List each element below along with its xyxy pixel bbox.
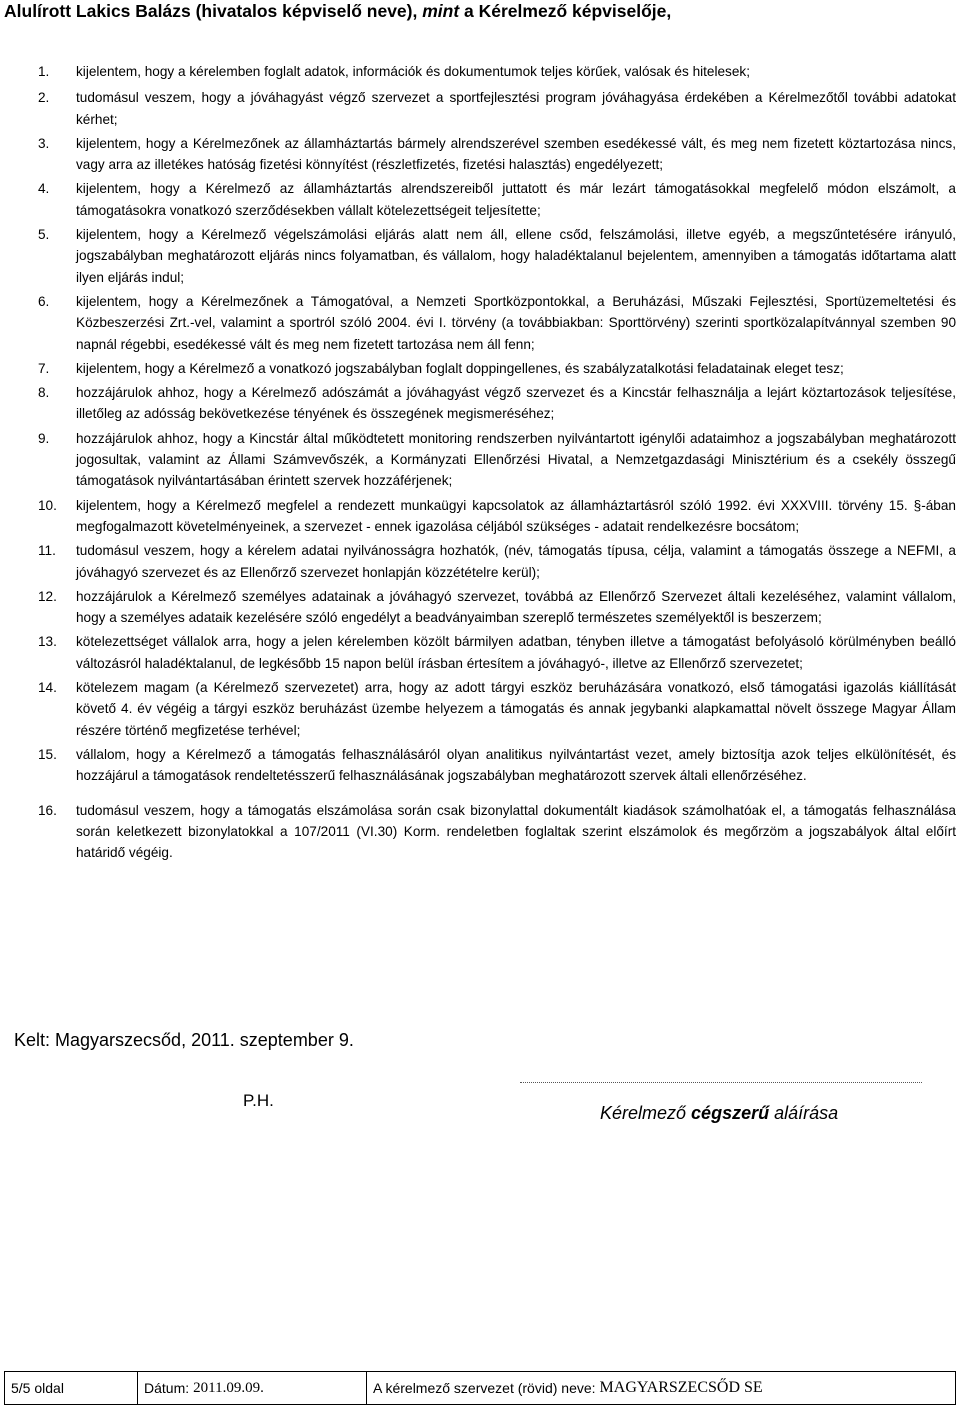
heading-suffix: a Kérelmező képviselője,: [459, 1, 672, 21]
item-text: kijelentem, hogy a Kérelmezőnek az államháztartás bármely alrendszerével szemben esedékessé vált, és meg nem fizetett köztartozása nincs, vagy arra az illetékes hatóság fizetési könnyítést (részletfizetés, fizetési halasztás) engedélyezett;: [76, 135, 956, 173]
declaration-item: [0, 495, 960, 538]
stamp-placeholder: P.H.: [243, 1091, 274, 1110]
declaration-item: [0, 540, 960, 583]
item-number: 11.: [38, 543, 56, 559]
signature-caption-after: aláírása: [769, 1103, 839, 1123]
item-number: 10.: [38, 497, 57, 513]
declaration-item: [0, 586, 960, 629]
signature-line: [520, 1082, 922, 1083]
declaration-item: [0, 291, 960, 355]
item-number: 3.: [38, 135, 50, 151]
declaration-item: [0, 87, 960, 130]
declaration-item: [0, 428, 960, 492]
item-text: tudomásul veszem, hogy a jóváhagyást végző szervezet a sportfejlesztési program jóváhagyása érdekében a Kérelmezőtől további adatokat kérhet;: [76, 90, 956, 127]
item-number: 14.: [38, 680, 57, 696]
item-number: 7.: [38, 360, 50, 376]
item-number: 15.: [38, 746, 57, 762]
footer-date-label: Dátum:: [144, 1380, 190, 1396]
declaration-item: [0, 178, 960, 221]
footer-organization-value: MAGYARSZECSŐD SE: [599, 1379, 763, 1396]
declaration-item: [0, 133, 960, 176]
footer-bar: [4, 1371, 956, 1405]
declaration-item: [0, 382, 960, 425]
item-number: 8.: [38, 385, 50, 401]
signature-caption-bold: cégszerű: [691, 1103, 770, 1123]
item-text: hozzájárulok a Kérelmező személyes adatainak a jóváhagyó szervezet, továbbá az Ellenőrző Szervezet általi kezeléséhez, valamint vállalom, hogy a személyes adataik kezelésére szóló engedélyt a beadványaimban szereplő természetes személyektől is beszerzem;: [76, 588, 956, 626]
item-number: 1.: [38, 64, 50, 79]
declaration-item: [0, 800, 960, 864]
place-date-line: Kelt: Magyarszecsőd, 2011. szeptember 9.: [14, 1030, 354, 1050]
declaration-heading: [4, 0, 956, 22]
item-number: 9.: [38, 430, 50, 446]
item-number: 6.: [38, 293, 50, 309]
item-text: vállalom, hogy a Kérelmező a támogatás felhasználásáról olyan analitikus nyilvántartást vezet, amely biztosítja azok teljes elkülönítését, és hozzájárul a támogatások rendeltetésszerű felhasználásának jogszabályban meghatározott szervek általi ellenőrzéséhez.: [76, 746, 956, 784]
item-text: tudomásul veszem, hogy a kérelem adatai nyilvánosságra hozhatók, (név, támogatás típusa, célja, valamint a támogatás összege a NEFMI, a jóváhagyó szervezet és az Ellenőrző szervezet honlapján közzétételre kerül);: [76, 543, 956, 580]
item-number: 5.: [38, 227, 50, 243]
item-number: 13.: [38, 634, 57, 650]
item-text: kijelentem, hogy a Kérelmező a vonatkozó jogszabályban foglalt doppingellenes, és szabályzatalkotási feladatainak eleget tesz;: [76, 360, 844, 376]
heading-mint: mint: [422, 1, 460, 21]
item-number: 4.: [38, 181, 50, 197]
item-text: kijelentem, hogy a kérelemben foglalt adatok, információk és dokumentumok teljes körűek, valósak és hitelesek;: [76, 64, 750, 79]
item-text: kijelentem, hogy a Kérelmezőnek a Támogatóval, a Nemzeti Sportközpontokkal, a Beruházási, Műszaki Fejlesztési, Sportüzemeltetési és Közbeszerzési Zrt.-vel, valamint a sportról szóló 2004. évi I. törvény (a továbbiakban: Sporttörvény) szerinti sportközalapítvánnyal szemben 90 napnál régebbi, esedékessé vált és meg nem fizetett tartozása nem áll fenn;: [76, 293, 956, 352]
declaration-item: [0, 744, 960, 787]
item-number: 12.: [38, 588, 57, 604]
footer-page-number: [5, 1372, 138, 1404]
footer-date: [138, 1372, 367, 1404]
item-number: 16.: [38, 802, 57, 818]
heading-prefix: Alulírott Lakics Balázs (hivatalos képviselő neve),: [4, 1, 423, 21]
signature-caption: [600, 1101, 838, 1125]
item-text: tudomásul veszem, hogy a támogatás elszámolása során csak bizonylattal dokumentált kiadások számolhatóak el, a támogatás felhasználása során keletkezett bizonylatokkal a 107/2011 (VI.30) Korm. rendeletben foglaltak szerint elszámolok és megőrzöm a jogszabályok által előírt határidő végéig.: [76, 802, 956, 861]
page-number-text: 5/5 oldal: [11, 1380, 64, 1396]
item-text: kijelentem, hogy a Kérelmező végelszámolási eljárás alatt nem áll, ellene csőd, felszámolási, illetve egyéb, a megszűntetésére irányuló, jogszabályban meghatározott eljárás nincs folyamatban, és vállalom, hogy haladéktalanul bejelentem, amennyiben a támogatás időtartama alatt ilyen eljárás indul;: [76, 227, 956, 285]
declaration-item: [0, 358, 960, 379]
item-text: kijelentem, hogy a Kérelmező az államháztartás alrendszereiből juttatott és már lezárt támogatásokkal megfelelő módon elszámolt, a támogatásokra vonatkozó szerződésekben vállalt kötelezettségeit teljesítette;: [76, 181, 956, 218]
item-text: kijelentem, hogy a Kérelmező megfelel a rendezett munkaügyi kapcsolatok az államháztartásról szóló 1992. évi XXXVIII. törvény 15. §-ában megfogalmazott követelményeinek, a szervezet - ennek igazolása céljából szükséges - adatait rendelkezésre bocsátom;: [76, 497, 956, 534]
footer-date-value: 2011.09.09.: [193, 1379, 264, 1396]
item-text: hozzájárulok ahhoz, hogy a Kérelmező adószámát a jóváhagyást végző szervezet és a Kincstár felhasználja a lejárt köztartozások teljesítése, illetőleg az adósság bekövetkezése tényének és összegének megismeréséhez;: [76, 385, 956, 422]
declaration-item: [0, 677, 960, 741]
footer-organization: [367, 1372, 955, 1404]
footer-organization-label: A kérelmező szervezet (rövid) neve:: [373, 1380, 596, 1396]
declaration-list: [0, 61, 960, 863]
item-text: kötelezem magam (a Kérelmező szervezetet) arra, hogy az adott tárgyi eszköz beruházására vonatkozó, első támogatási igazolás kiállítását követő 4. év végéig a tárgyi eszköz beruházást üzembe helyezem a támogatás és annak jegybanki alapkamattal növelt összege Magyar Állam részére történő megfizetése terhével;: [76, 680, 956, 738]
declaration-item: [0, 61, 960, 82]
item-text: hozzájárulok ahhoz, hogy a Kincstár által működtetett monitoring rendszerben nyilvántartott igénylői adataimhoz a jogszabályban meghatározott jogosultak, valamint az Állami Számvevőszék, a Kormányzati Ellenőrzési Hivatal, a Nemzetgazdasági Minisztérium és a csekély összegű támogatások nyilvántartásában érintett szervek hozzáférjenek;: [76, 430, 956, 489]
declaration-item: [0, 631, 960, 674]
signature-caption-before: Kérelmező: [600, 1103, 692, 1123]
declaration-item: [0, 224, 960, 288]
item-number: 2.: [38, 90, 50, 106]
item-text: kötelezettséget vállalok arra, hogy a jelen kérelemben közölt bármilyen adatban, tényben illetve a támogatást befolyásoló körülményben beálló változásról haladéktalanul, de legkésőbb 15 napon belül írásban értesítem a jóváhagyó-, illetve az Ellenőrző szervezetet;: [76, 634, 956, 671]
